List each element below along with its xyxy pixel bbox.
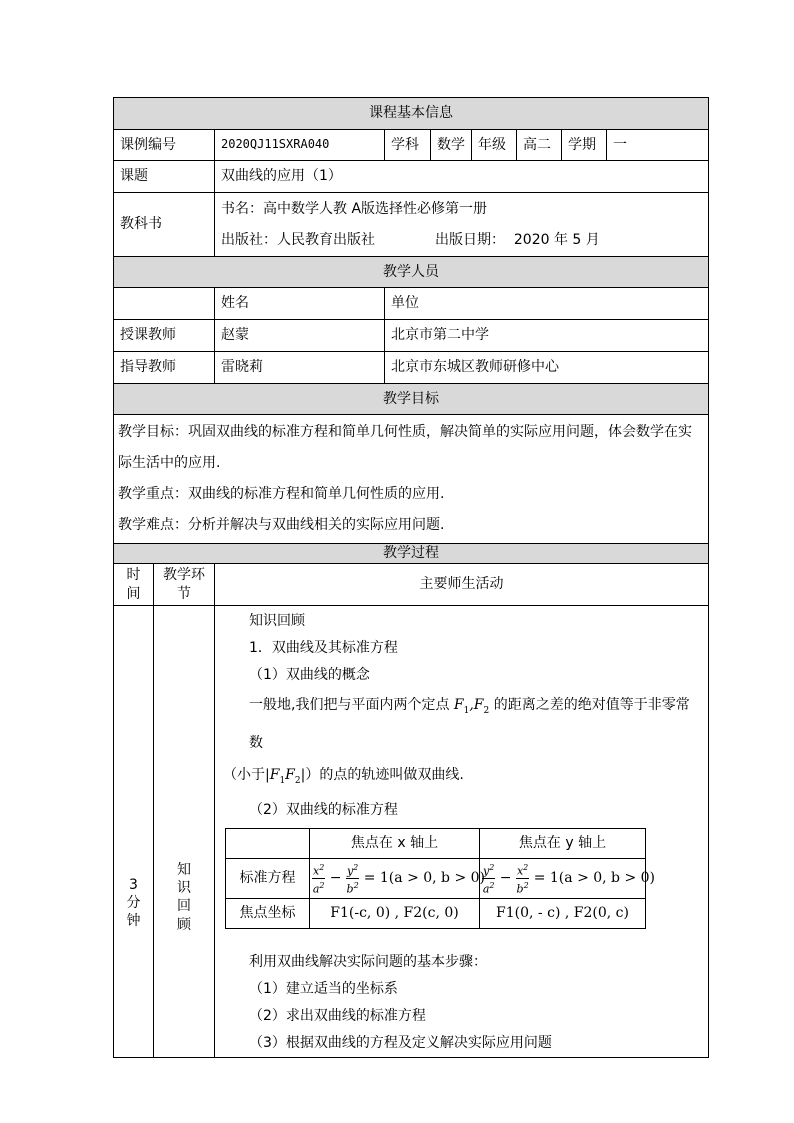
course-no-label: 课例编号: [114, 130, 215, 161]
section-basic-info: 课程基本信息: [114, 98, 709, 130]
row-standard-eq: 标准方程: [226, 858, 310, 898]
time-char: 钟: [126, 913, 141, 930]
item-1-1: （1）双曲线的概念: [249, 667, 370, 683]
topic-value: 双曲线的应用（1）: [215, 161, 709, 193]
col-stage-line: 节: [177, 585, 191, 602]
col-focus-x: 焦点在 x 轴上: [310, 828, 480, 858]
objective-line-2: 际生活中的应用.: [118, 455, 221, 471]
name-header: 姓名: [215, 288, 385, 320]
section-goals: 教学目标: [114, 384, 709, 415]
fraction: $\frac{x^2}{b^2}$: [516, 862, 529, 896]
lesson-plan-table: [113, 97, 709, 1058]
staff-role: 指导教师: [114, 352, 215, 384]
publish-date: 出版日期： 2020 年 5 月: [435, 231, 600, 248]
definition-line-1: [223, 689, 700, 759]
staff-role: 授课教师: [114, 320, 215, 352]
focal-distance-formula: $|F_1F_2|$: [265, 766, 306, 786]
col-time-line: 间: [126, 585, 141, 602]
unit-header: 单位: [385, 288, 709, 320]
equation-y-axis: $\frac{y^2}{a^2}$ − $\frac{x^2}{b^2}$ = 1(a > 0, b > 0): [480, 858, 646, 898]
col-time-header: [114, 564, 154, 606]
stage-char: 识: [177, 880, 191, 897]
stage-char: 回: [177, 898, 191, 915]
row-focus-coords: 焦点坐标: [226, 898, 310, 928]
review-title: 知识回顾: [249, 613, 305, 629]
time-char: 3: [129, 877, 138, 893]
fraction: $\frac{y^2}{b^2}$: [346, 862, 359, 896]
activity-cell: [215, 606, 709, 1058]
equation-tail: = 1(a > 0, b > 0): [363, 870, 486, 887]
col-focus-y: 焦点在 y 轴上: [480, 828, 646, 858]
standard-equation-table: [225, 828, 656, 929]
stage-char: 知: [177, 862, 191, 878]
item-1-2: （2）双曲线的标准方程: [249, 801, 398, 818]
section-staff: 教学人员: [114, 257, 709, 288]
step-1: （1）建立适当的坐标系: [249, 980, 398, 997]
textbook-info: [215, 193, 709, 257]
staff-name: 赵蒙: [215, 320, 385, 352]
staff-unit: 北京市第二中学: [385, 320, 709, 352]
term-value: 一: [607, 130, 709, 161]
time-cell: [114, 606, 154, 1058]
grade-label: 年级: [472, 130, 517, 161]
book-name: 书名：高中数学人教 A版选择性必修第一册: [221, 200, 488, 217]
key-point: 教学重点：双曲线的标准方程和简单几何性质的应用.: [118, 486, 445, 502]
staff-blank: [114, 288, 215, 320]
item-1: 1．双曲线及其标准方程: [249, 640, 398, 656]
stage-char: 顾: [177, 916, 191, 933]
objective-line-1: 教学目标：巩固双曲线的标准方程和简单几何性质，解决简单的实际应用问题，体会数学在实: [118, 424, 692, 440]
difficulty: 教学难点：分析并解决与双曲线相关的实际应用问题.: [118, 517, 445, 533]
definition-text: 一般地,我们把与平面内两个定点: [249, 697, 450, 713]
col-activity-header: 主要师生活动: [215, 564, 709, 606]
foci-formula: $F_1,F_2$: [453, 697, 490, 716]
col-time-line: 时: [126, 567, 141, 584]
subject-label: 学科: [385, 130, 431, 161]
fraction: $\frac{y^2}{a^2}$: [482, 862, 495, 896]
section-process: 教学过程: [114, 544, 709, 564]
publisher: 出版社：人民教育出版社: [221, 231, 375, 248]
subject-value: 数学: [431, 130, 472, 161]
staff-unit: 北京市东城区教师研修中心: [385, 352, 709, 384]
textbook-label: 教科书: [114, 193, 215, 257]
step-2: （2）求出双曲线的标准方程: [249, 1007, 426, 1024]
time-char: 分: [126, 895, 141, 912]
equation-x-axis: $\frac{x^2}{a^2}$ − $\frac{y^2}{b^2}$ = 1(a > 0, b > 0): [310, 858, 480, 898]
definition-line-2: [223, 759, 700, 797]
definition-text: （小于: [223, 766, 265, 783]
definition-text: 的距离之差的绝对值等于非零常数: [249, 697, 690, 751]
steps-title: 利用双曲线解决实际问题的基本步骤：: [249, 953, 487, 970]
term-label: 学期: [562, 130, 607, 161]
publisher-line: [221, 225, 702, 256]
fraction: $\frac{x^2}{a^2}$: [312, 862, 325, 896]
stage-cell: [154, 606, 215, 1058]
goals-content: [114, 415, 709, 544]
focus-y-coords: F1(0, - c) , F2(0, c): [480, 898, 646, 928]
col-stage-header: [154, 564, 215, 606]
topic-label: 课题: [114, 161, 215, 193]
equation-tail: = 1(a > 0, b > 0): [533, 870, 656, 887]
definition-text: ）的点的轨迹叫做双曲线.: [305, 766, 464, 783]
col-stage-line: 教学环: [163, 567, 205, 584]
eq-table-corner: [226, 828, 310, 858]
focus-x-coords: F1(-c, 0) , F2(c, 0): [310, 898, 480, 928]
step-3: （3）根据双曲线的方程及定义解决实际应用问题: [249, 1034, 552, 1051]
staff-name: 雷晓莉: [215, 352, 385, 384]
grade-value: 高二: [517, 130, 562, 161]
course-no-value: 2020QJ11SXRA040: [215, 130, 385, 161]
